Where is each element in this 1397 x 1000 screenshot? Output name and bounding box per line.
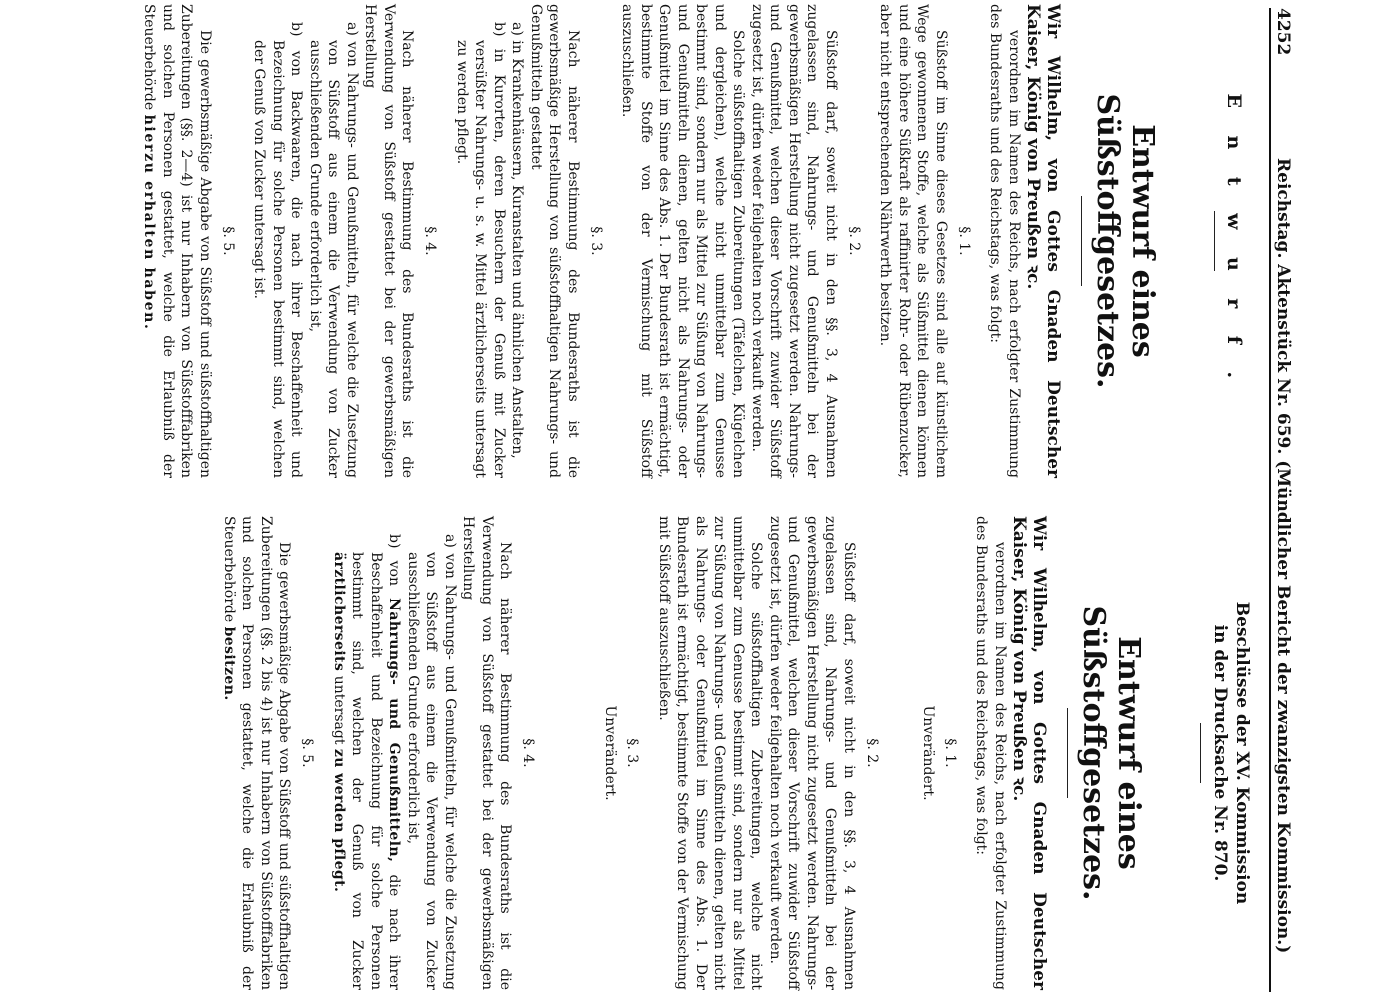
list-item: a) von Nahrungs- und Genußmitteln, für welche die Zusetzung von Süßstoff aus einem die Verwendung von Zucker ausschließenden Grunde erforderlich ist, bbox=[307, 22, 360, 478]
divider bbox=[1214, 211, 1215, 271]
running-title: Reichstag. Aktenstück Nr. 659. (Mündlicher Bericht der zwanzigsten Kommission.) bbox=[1273, 158, 1293, 954]
column-heading-line2: in der Drucksache Nr. 870. bbox=[1210, 624, 1230, 882]
amended-text: zu werden pflegt. bbox=[331, 748, 347, 893]
divider bbox=[1067, 708, 1068, 798]
section-text bbox=[140, 4, 214, 478]
section-heading: §. 3. bbox=[624, 738, 641, 768]
list-item-part: die nach ihrer Beschaffenheit und Bezeichnung für solche Personen bestimmt sind, welchen der Genuß von Zucker bbox=[349, 552, 403, 990]
column-heading-line1: Beschlüsse der XV. Kommission bbox=[1232, 601, 1252, 905]
list-item: a) von Nahrungs- und Genußmitteln, für welche die Zusetzung von Süßstoff aus einem die Verwendung von Zucker ausschließenden Grunde erforderlich ist, bbox=[405, 534, 458, 990]
section-text: Süßstoff im Sinne dieses Gesetzes sind alle auf künstlichem Wege gewonnenen Stoffe, welche als Süßmittel dienen können und eine höhere Süßkraft als raffinirter Rohr- oder Rübenzucker, aber nicht entsprechenden Nährwerth besitzen. bbox=[877, 4, 949, 478]
section-text-part: Die gewerbsmäßige Abgabe von Süßstoff und süßstoffhaltigen Zubereitungen (§§. 2 bis 4) ist nur Inhabern von Süßstofffabriken und solchen Personen gestattet, welche die Erlaubniß der Steuerbehörde bbox=[221, 516, 293, 990]
section-text bbox=[220, 516, 294, 990]
section-text: Solche süßstoffhaltigen Zubereitungen, welche nicht unmittelbar zum Genusse bestimmt sind, sondern nur als Mittel zur Süßung von Nahrungs- und Genußmitteln dienen, gelten nicht als Nahrungs- oder Genußmittel im Sinne des Abs. 1. Der Bundesrath ist ermächtigt, bestimmte Stoffe von der Vermischung mit Süßstoff auszuschließen. bbox=[656, 516, 765, 990]
list-item: a) in Krankenhäusern, Kuranstalten und ähnlichen Anstalten, bbox=[509, 22, 526, 459]
ruler-name: Wir Wilhelm, bbox=[1029, 516, 1049, 654]
spaced-emphasis: hierzu erhalten haben. bbox=[141, 114, 158, 331]
enacting-clause: verordnen im Namen des Reichs, nach erfolgter Zustimmung des Bundesraths und des Reichstags, was folgt: bbox=[987, 4, 1022, 478]
ruler-name: Wir Wilhelm, bbox=[1043, 4, 1063, 142]
page-number: 4252 bbox=[1273, 8, 1293, 56]
section-heading: §. 4. bbox=[520, 738, 537, 768]
document-title: Entwurf eines Süßstoffgesetzes. bbox=[1076, 605, 1146, 901]
column-commission-resolutions bbox=[220, 516, 1264, 990]
ruler-title: von Gottes Gnaden Deutscher Kaiser, König von Preußen ꝛc. bbox=[1023, 4, 1063, 479]
section-heading: §. 2. bbox=[864, 738, 880, 768]
amended-text: Nahrungs- und Genußmitteln, bbox=[386, 598, 403, 863]
column-original-draft bbox=[140, 4, 1263, 478]
amended-text: ärztlicherseits bbox=[331, 552, 347, 672]
section-text: Süßstoff darf, soweit nicht in den §§. 3, 4 Ausnahmen zugelassen sind, Nahrungs- und Genußmitteln bei der gewerbsmäßigen Herstellung nicht zugesetzt werden. Nahrungs- und Genußmittel, welchen dieser Vorschrift zuwider Süßstoff zugesetzt ist, dürfen weder feilgehalten noch verkauft werden. bbox=[767, 516, 857, 990]
section-heading: §. 2. bbox=[846, 226, 862, 256]
amended-text: besitzen. bbox=[221, 626, 237, 701]
list-item-part: untersagt bbox=[331, 671, 347, 749]
unchanged-note: Unverändert. bbox=[602, 705, 619, 801]
unchanged-note: Unverändert. bbox=[920, 705, 936, 801]
ruler-title: von Gottes Gnaden Deutscher Kaiser, König von Preußen ꝛc. bbox=[1009, 516, 1049, 991]
section-heading: §. 5. bbox=[220, 226, 236, 256]
divider bbox=[1200, 723, 1201, 783]
section-text: Süßstoff darf, soweit nicht in den §§. 3, 4 Ausnahmen zugelassen sind, Nahrungs- und Genußmitteln bei der gewerbsmäßigen Herstellung nicht zugesetzt werden. Nahrungs- und Genußmittel, welchen dieser Vorschrift zuwider Süßstoff zugesetzt ist, dürfen weder feilgehalten noch verkauft werden. bbox=[749, 4, 839, 478]
enacting-formula bbox=[1023, 4, 1063, 478]
list-item: b) in Kurorten, deren Besuchern der Genuß mit Zucker versüßter Nahrungs- u. s. w. Mittel ärztlicherseits untersagt zu werden pflegt. bbox=[454, 22, 507, 478]
list-item-part: b) von bbox=[386, 534, 403, 599]
section-text: Solche süßstoffhaltigen Zubereitungen (Täfelchen, Kügelchen und dergleichen), welche nicht unmittelbar zum Genusse bestimmt sind, sondern nur als Mittel zur Süßung von Nahrungs- und Genußmitteln dienen, gelten nicht als Nahrungs- oder Genußmittel im Sinne des Abs. 1. Der Bundesrath ist ermächtigt, bestimmte Stoffe von der Vermischung mit Süßstoff auszuschließen. bbox=[619, 4, 747, 478]
list-item: b) von Backwaaren, die nach ihrer Beschaffenheit und Bezeichnung für solche Personen bestimmt sind, welchen der Genuß von Zucker untersagt ist. bbox=[251, 22, 305, 478]
enacting-clause: verordnen im Namen des Reichs, nach erfolgter Zustimmung des Bundesraths und des Reichstags, was folgt: bbox=[973, 516, 1008, 990]
enacting-formula bbox=[1009, 516, 1049, 990]
section-heading: §. 1. bbox=[942, 738, 958, 768]
section-text: Nach näherer Bestimmung des Bundesraths ist die Verwendung von Süßstoff gestattet bei der gewerbsmäßigen Herstellung bbox=[460, 516, 514, 990]
section-text: Nach näherer Bestimmung des Bundesraths ist die gewerbsmäßige Herstellung von süßstoffhaltigen Nahrungs- und Genußmitteln gestattet bbox=[528, 4, 581, 478]
section-heading: §. 1. bbox=[956, 226, 972, 256]
section-text: Nach näherer Bestimmung des Bundesraths ist die Verwendung von Süßstoff gestattet bei der gewerbsmäßigen Herstellung bbox=[362, 4, 416, 478]
page-header bbox=[1269, 8, 1299, 992]
column-heading: E n t w u r f . bbox=[1223, 93, 1245, 389]
divider bbox=[1081, 196, 1082, 286]
section-heading: §. 5. bbox=[299, 738, 316, 768]
section-heading: §. 4. bbox=[422, 226, 439, 256]
section-heading: §. 3. bbox=[588, 226, 604, 256]
section-text-part: Die gewerbsmäßige Abgabe von Süßstoff und süßstoffhaltigen Zubereitungen (§§. 2—4) ist nur Inhabern von Süßstofffabriken und solchen Personen gestattet, welche die Erlaubniß der Steuerbehörde bbox=[141, 4, 213, 478]
list-item bbox=[330, 516, 404, 990]
document-title: Entwurf eines Süßstoffgesetzes. bbox=[1090, 93, 1160, 389]
